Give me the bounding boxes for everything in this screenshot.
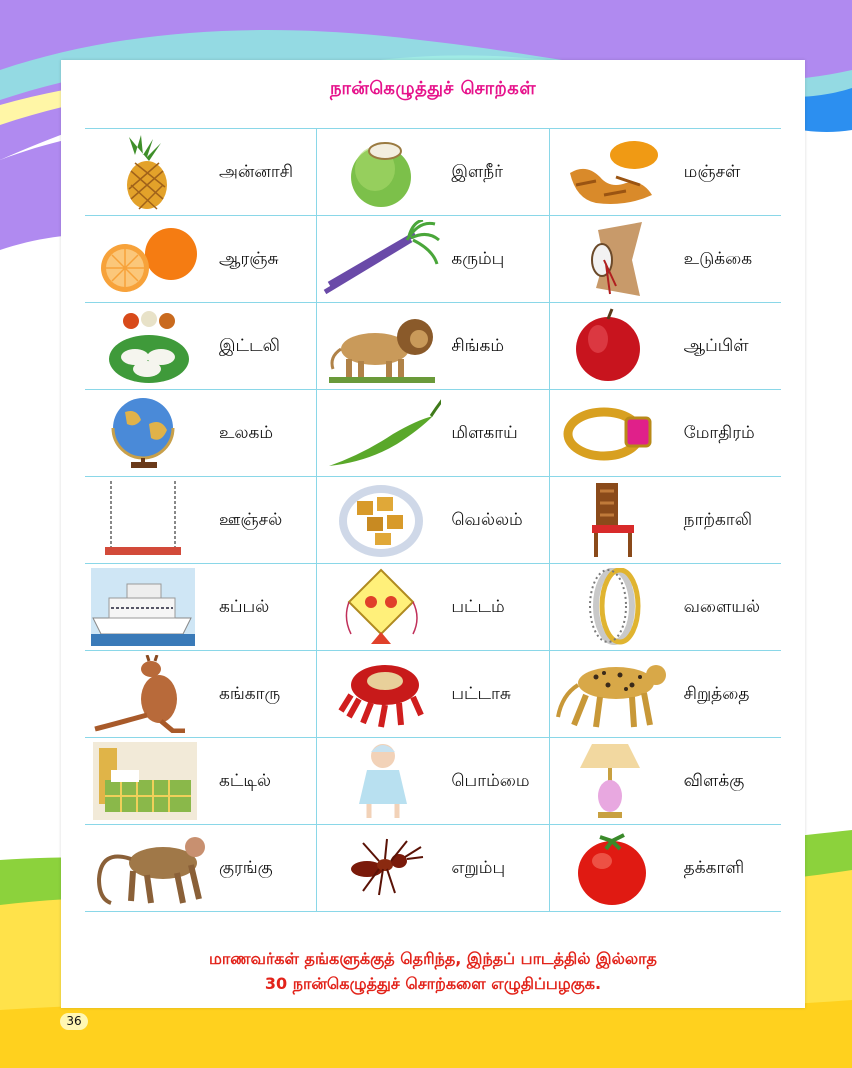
kangaroo-icon [91, 655, 209, 733]
table-row [85, 303, 781, 390]
page-title: நான்கெழுத்துச் சொற்கள் [329, 78, 537, 99]
word-cell [550, 129, 781, 215]
ant-icon [323, 829, 441, 907]
exercise-instruction [61, 946, 805, 996]
table-row [85, 477, 781, 564]
word-label: வளையல் [683, 597, 761, 617]
word-cell [85, 825, 317, 911]
word-label: மோதிரம் [683, 423, 755, 443]
globe-icon [91, 394, 209, 472]
orange-icon [91, 220, 209, 298]
word-label: உடுக்கை [683, 249, 753, 269]
word-label: பட்டாசு [451, 684, 512, 704]
firecracker-icon [323, 655, 441, 733]
word-cell [550, 651, 781, 737]
word-label: மஞ்சள் [683, 162, 741, 182]
lion-icon [323, 307, 441, 385]
word-cell [550, 303, 781, 389]
word-label: அன்னாசி [219, 162, 294, 182]
word-cell [550, 825, 781, 911]
word-label: ஆரஞ்சு [219, 249, 279, 269]
word-label: கட்டில் [219, 771, 272, 791]
word-cell [85, 303, 317, 389]
word-label: விளக்கு [683, 771, 745, 791]
word-cell [550, 390, 781, 476]
word-cell [85, 651, 317, 737]
pineapple-icon [91, 133, 209, 211]
word-cell [85, 390, 317, 476]
word-cell [317, 390, 549, 476]
word-cell [317, 303, 549, 389]
word-cell [85, 477, 317, 563]
table-row [85, 129, 781, 216]
table-row [85, 825, 781, 912]
word-cell [317, 216, 549, 302]
word-label: வெல்லம் [451, 510, 523, 530]
page-number: 36 [60, 1013, 88, 1030]
word-label: பட்டம் [451, 597, 505, 617]
tender-coconut-icon [323, 133, 441, 211]
bed-icon [91, 742, 209, 820]
word-cell [85, 564, 317, 650]
instruction-line-2: 30 நான்கெழுத்துச் சொற்களை எழுதிப்பழகுக. [264, 974, 602, 993]
word-label: கரும்பு [451, 249, 505, 269]
leopard-icon [556, 655, 674, 733]
table-row [85, 564, 781, 651]
table-row [85, 390, 781, 477]
word-label: இட்டலி [219, 336, 280, 356]
word-cell [317, 738, 549, 824]
word-label: உலகம் [219, 423, 274, 443]
word-label: மிளகாய் [451, 423, 518, 443]
instruction-line-1: மாணவர்கள் தங்களுக்குத் தெரிந்த, இந்தப் பாடத்தில் இல்லாத [209, 949, 657, 968]
word-cell [550, 477, 781, 563]
word-cell [550, 564, 781, 650]
sugarcane-icon [323, 220, 441, 298]
bangles-icon [556, 568, 674, 646]
word-label: கங்காரு [219, 684, 281, 704]
word-cell [317, 129, 549, 215]
word-table [85, 128, 781, 912]
table-row [85, 651, 781, 738]
word-label: தக்காளி [683, 858, 745, 878]
word-label: பொம்மை [451, 771, 530, 791]
table-row [85, 216, 781, 303]
word-label: சிறுத்தை [683, 684, 750, 704]
word-label: கப்பல் [219, 597, 270, 617]
word-cell [317, 825, 549, 911]
word-cell [550, 216, 781, 302]
lamp-icon [556, 742, 674, 820]
word-cell [85, 738, 317, 824]
turmeric-icon [556, 133, 674, 211]
chair-icon [556, 481, 674, 559]
word-label: ஊஞ்சல் [219, 510, 283, 530]
doll-icon [323, 742, 441, 820]
jaggery-icon [323, 481, 441, 559]
content-page [61, 60, 805, 1008]
word-cell [85, 129, 317, 215]
word-label: எறும்பு [451, 858, 506, 878]
word-label: ஆப்பிள் [683, 336, 749, 356]
tomato-icon [556, 829, 674, 907]
monkey-icon [91, 829, 209, 907]
swing-icon [91, 481, 209, 559]
word-label: நாற்காலி [683, 510, 753, 530]
hand-drum-icon [556, 220, 674, 298]
word-label: குரங்கு [219, 858, 273, 878]
apple-icon [556, 307, 674, 385]
table-row [85, 738, 781, 825]
word-label: இளநீர் [451, 162, 503, 182]
word-label: சிங்கம் [451, 336, 505, 356]
word-cell [317, 651, 549, 737]
ring-icon [556, 394, 674, 472]
word-cell [317, 477, 549, 563]
ship-icon [91, 568, 209, 646]
word-cell [85, 216, 317, 302]
kite-icon [323, 568, 441, 646]
green-chilli-icon [323, 394, 441, 472]
word-cell [550, 738, 781, 824]
idli-plate-icon [91, 307, 209, 385]
word-cell [317, 564, 549, 650]
